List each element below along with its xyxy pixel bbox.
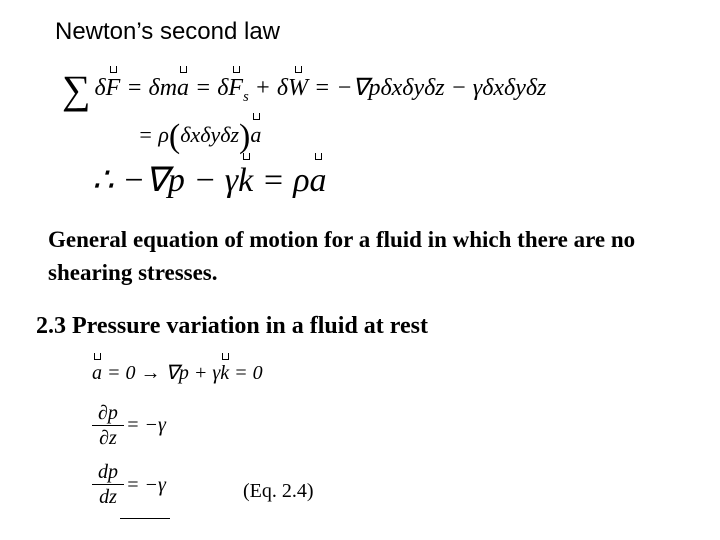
eq1-term: = −∇pδxδyδz − γδxδyδz: [308, 75, 547, 101]
fraction-denominator: ∂z: [99, 427, 117, 449]
vector-a: a: [92, 362, 102, 384]
fraction-numerator: dp: [98, 461, 118, 483]
fraction-numerator: ∂p: [98, 402, 118, 424]
eq1-term: = δm: [120, 75, 178, 101]
eq1-term: = δ: [189, 75, 229, 101]
rest-equation: [92, 360, 263, 385]
fraction-denominator: dz: [99, 486, 117, 508]
vector-k: k: [220, 362, 230, 384]
description-text: General equation of motion for a fluid in which there are no shearing stresses.: [48, 227, 636, 285]
section-heading: 2.3 Pressure variation in a fluid at rest: [36, 313, 428, 339]
page-title: Newton’s second law: [55, 18, 281, 45]
underline-divider: [120, 518, 170, 519]
vector-a: a: [177, 75, 190, 101]
vector-a: a: [250, 122, 262, 147]
derivative-fraction: [92, 460, 124, 509]
sum-symbol: ∑: [62, 67, 91, 112]
vector-W: W: [288, 75, 309, 101]
eq3-term: = ρ: [253, 162, 310, 199]
mass-acceleration-equation: [138, 118, 261, 156]
vector-a: a: [309, 162, 327, 199]
motion-equation: [92, 160, 327, 200]
eq4-term: = 0: [229, 362, 263, 384]
eq2-term: δxδyδz: [180, 122, 240, 147]
partial-derivative-rhs: = −γ: [126, 414, 166, 436]
subscript-s: s: [243, 89, 249, 105]
newton-equation: [62, 66, 546, 113]
equation-label: (Eq. 2.4): [243, 480, 314, 502]
derivative-rhs: = −γ: [126, 474, 166, 496]
eq1-term: δ: [94, 75, 106, 101]
eq2-term: = ρ: [138, 122, 169, 147]
vector-Fs: F: [228, 75, 244, 101]
eq4-term: = 0 → ∇p + γ: [102, 362, 221, 384]
vector-k: k: [238, 162, 254, 199]
partial-derivative-fraction: [92, 401, 124, 450]
eq1-term: + δ: [248, 75, 289, 101]
vector-F: F: [105, 75, 121, 101]
left-paren: (: [168, 118, 181, 155]
eq3-term: ∴ −∇p − γ: [92, 162, 239, 199]
right-paren: ): [239, 118, 251, 155]
